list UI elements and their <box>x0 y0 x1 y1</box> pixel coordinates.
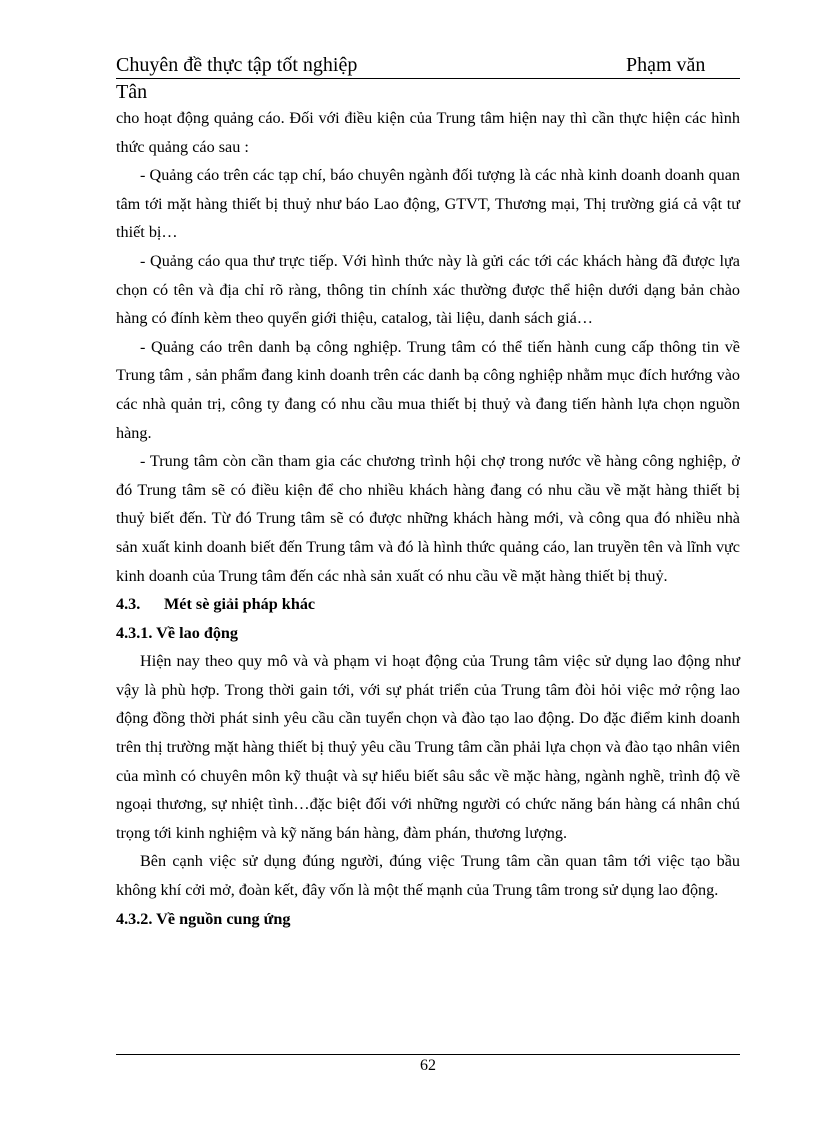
section-heading-4-3-1: 4.3.1. Về lao động <box>116 623 239 642</box>
header-author-continued: Tân <box>116 81 148 103</box>
paragraph: Hiện nay theo quy mô và và phạm vi hoạt động của Trung tâm việc sử dụng lao động như vậy là phù hợp. Trong thời gain tới, với sự phát triển của Trung tâm đòi hỏi việc mở rộng lao động đồng thời phát sinh yêu cầu cần tuyển chọn và đào tạo lao động. Do đặc điểm kinh doanh trên thị trường mặt hàng thiết bị thuỷ yêu cầu Trung tâm cần phải lựa chọn và đào tạo nhân viên của mình có chuyên môn kỹ thuật và sự hiểu biết sâu sắc về mặc hàng, ngành nghề, trình độ về ngoại thương, sự nhiệt tình…đặc biệt đối với những người có chức năng bán hàng cá nhân chú trọng tới kinh nghiệm và kỹ năng bán hàng, đàm phán, thương lượng. <box>116 652 740 842</box>
paragraph: - Quảng cáo trên danh bạ công nghiệp. Trung tâm có thể tiến hành cung cấp thông tin về Trung tâm , sản phẩm đang kinh doanh trên các danh bạ công nghiệp nhằm mục đích hướng vào các nhà quản trị, công ty đang có nhu cầu mua thiết bị thuỷ và đang tiến hành lựa chọn nguồn hàng. <box>116 337 740 442</box>
section-heading-4-3 <box>116 590 740 619</box>
page-number: 62 <box>420 1057 436 1074</box>
section-title: Mét sè giải pháp khác <box>164 595 316 614</box>
paragraph: - Quảng cáo qua thư trực tiếp. Với hình thức này là gửi các tới các khách hàng đã được lựa chọn có tên và địa chỉ rõ ràng, thông tin chính xác thường được thể hiện dưới dạng bản chào hàng có đính kèm theo quyển giới thiệu, catalog, tài liệu, danh sách giá… <box>116 251 740 328</box>
paragraph: Bên cạnh việc sử dụng đúng người, đúng việc Trung tâm cần quan tâm tới việc tạo bầu không khí cởi mở, đoàn kết, đây vốn là một thế mạnh của Trung tâm trong sử dụng lao động. <box>116 852 740 900</box>
paragraph: - Trung tâm còn cần tham gia các chương trình hội chợ trong nước về hàng công nghiệp, ở đó Trung tâm sẽ có điều kiện để cho nhiều khách hàng đang có nhu cầu về mặt hàng thiết bị thuỷ biết đến. Từ đó Trung tâm sẽ có được những khách hàng mới, và công qua đó nhiều nhà sản xuất kinh doanh biết đến Trung tâm và đó là hình thức quảng cáo, lan truyền tên và lĩnh vực kinh doanh của Trung tâm đến các nhà sản xuất có nhu cầu về mặt hàng thiết bị thuỷ. <box>116 452 740 585</box>
header-title: Chuyên đề thực tập tốt nghiệp <box>116 54 358 76</box>
header-author: Phạm văn <box>626 54 706 76</box>
section-number: 4.3. <box>116 595 141 614</box>
section-heading-4-3-2: 4.3.2. Về nguồn cung ứng <box>116 909 291 928</box>
paragraph: - Quảng cáo trên các tạp chí, báo chuyên ngành đối tượng là các nhà kinh doanh doanh quan tâm tới mặt hàng thiết bị thuỷ như báo Lao động, GTVT, Thương mại, Thị trường giá cả vật tư thiết bị… <box>116 166 740 242</box>
page-header <box>116 52 740 79</box>
paragraph: cho hoạt động quảng cáo. Đối với điều kiện của Trung tâm hiện nay thì cần thực hiện các hình thức quảng cáo sau : <box>116 109 740 156</box>
page-body <box>116 104 740 933</box>
